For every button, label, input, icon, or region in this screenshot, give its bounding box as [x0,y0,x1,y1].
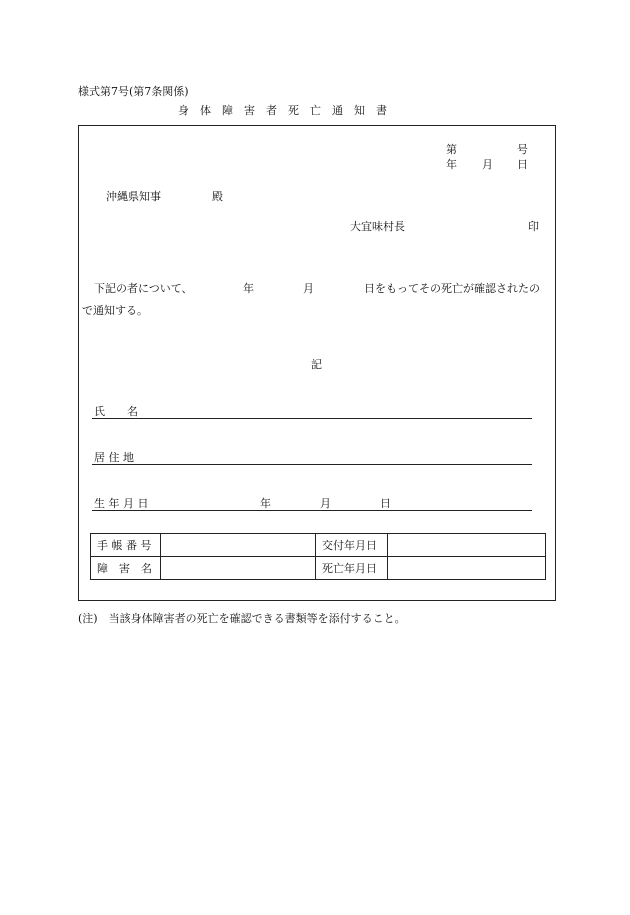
date-year: 年 [446,158,457,171]
disability-label: 障 害 名 [91,557,161,580]
body-year: 年 [243,282,254,295]
form-number: 様式第7号(第7条関係) [78,85,189,98]
table-row [91,557,546,580]
ki-heading: 記 [311,358,322,371]
handbook-number-value[interactable] [161,534,316,557]
address-label: 居 住 地 [94,451,134,464]
handbook-table [90,533,546,580]
addressee-name: 沖縄県知事 [106,190,161,203]
issue-date-value[interactable] [388,534,546,557]
body-month: 月 [303,282,314,295]
date-day: 日 [517,158,528,171]
birth-day: 日 [380,497,391,510]
body-line1-end: 日をもってその死亡が確認されたの [364,282,540,295]
seal-mark: 印 [528,220,539,233]
number-prefix: 第 [446,143,457,156]
issue-date-label: 交付年月日 [316,534,388,557]
document-title: 身 体 障 害 者 死 亡 通 知 書 [178,104,387,117]
handbook-number-label: 手 帳 番 号 [91,534,161,557]
name-label: 氏 名 [94,405,138,418]
table-row [91,534,546,557]
body-line1-start: 下記の者について、 [94,282,193,295]
address-underline [92,464,532,465]
death-date-label: 死亡年月日 [316,557,388,580]
footnote: (注) 当該身体障害者の死亡を確認できる書類等を添付すること。 [78,612,406,625]
number-suffix: 号 [517,143,528,156]
birth-year: 年 [260,497,271,510]
disability-value[interactable] [161,557,316,580]
birth-label: 生 年 月 日 [94,497,149,510]
name-underline [92,418,532,419]
birth-underline [92,510,532,511]
addressee-honorific: 殿 [212,190,223,203]
sender-name: 大宜味村長 [350,220,405,233]
death-date-value[interactable] [388,557,546,580]
date-month: 月 [482,158,493,171]
body-line2: で通知する。 [82,304,148,317]
birth-month: 月 [320,497,331,510]
